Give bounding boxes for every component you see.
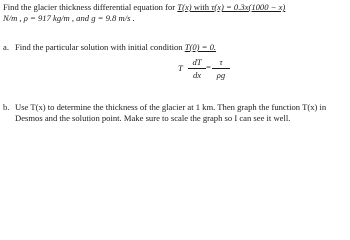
part-a-text: Find the particular solution with initial condition — [15, 42, 185, 52]
intro-units: N/m , ρ = 917 kg/m , and g = 9.8 m/s . — [3, 13, 135, 23]
intro-with: with — [191, 2, 212, 12]
differential-equation — [178, 55, 238, 97]
equation-equals: = — [206, 62, 211, 72]
intro-function: T(x) — [177, 2, 192, 12]
part-b-label: b. — [3, 102, 10, 112]
intro-tau-expression: τ(x) = 0.3x(1000 − x) — [211, 2, 286, 12]
part-a-initial-condition: T(0) = 0. — [184, 42, 217, 52]
equation-fraction-bar — [188, 68, 206, 69]
intro-line-2 — [3, 13, 135, 23]
equation-rhs-fraction — [212, 57, 230, 80]
intro-line-1 — [3, 2, 285, 12]
problem-statement — [3, 2, 349, 128]
part-b — [3, 102, 326, 112]
equation-numerator-dt: dT — [192, 57, 202, 67]
part-b-line-2-wrap — [15, 113, 290, 123]
part-a — [3, 42, 216, 52]
equation-numerator-tau: τ — [219, 57, 223, 67]
equation-lhs-t: T — [178, 63, 183, 73]
part-b-line-1: Use T(x) to determine the thickness of the glacier at 1 km. Then graph the function T(x) in — [15, 102, 327, 112]
equation-denominator-rho-g: ρg — [216, 70, 226, 80]
part-a-label: a. — [3, 42, 9, 52]
equation-derivative-fraction — [188, 57, 206, 80]
part-b-line-2: Desmos and the solution point. Make sure to scale the graph so I can see it well. — [15, 113, 291, 123]
intro-lead: Find the glacier thickness differential equation for — [3, 2, 178, 12]
equation-fraction-bar — [212, 68, 230, 69]
equation-denominator-dx: dx — [192, 70, 202, 80]
